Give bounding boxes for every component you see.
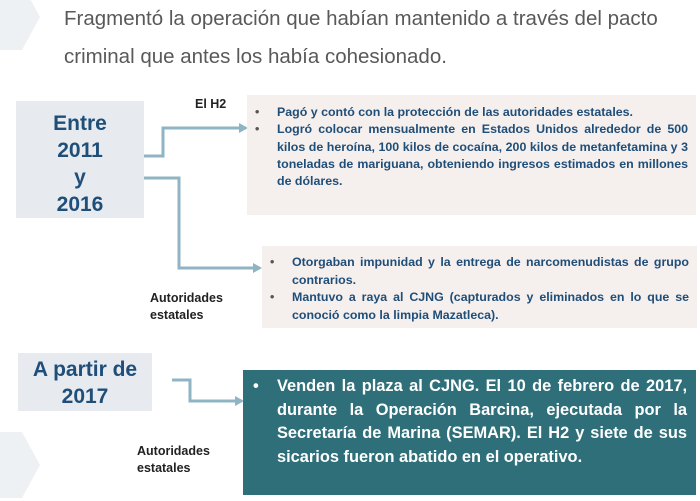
autoridades-actions-box xyxy=(262,246,697,328)
connector-to-h2-box xyxy=(144,128,246,156)
label-h2: El H2 xyxy=(195,97,227,111)
h2-actions-box xyxy=(247,95,696,215)
period-2011-2016: Entre 2011 y 2016 xyxy=(16,101,144,218)
arrowhead-autoridades xyxy=(253,263,262,273)
final-event-box xyxy=(243,370,696,495)
connector-to-final-box xyxy=(172,380,242,401)
h2-bullet-protection: • Pagó y contó con la protección de las autoridades estatales. xyxy=(277,104,688,121)
connector-to-autoridades-box xyxy=(144,178,260,268)
label-autoridades-1: Autoridades estatales xyxy=(150,291,223,322)
final-bullet-barcina: • Venden la plaza al CJNG. El 10 de febrero de 2017, durante la Operación Barcina, ejecutada por la Secretaría de Marina (SEMAR). El H2 y siete de sus sicarios fueron abatido en el operativo. xyxy=(277,375,687,469)
label-autoridades-2: Autoridades estatales xyxy=(137,444,210,475)
slide-subtitle: Fragmentó la operación que habían mantenido a través del pacto criminal que antes los había cohesionado. xyxy=(64,7,658,68)
h2-bullet-drugs: • Logró colocar mensualmente en Estados Unidos alrededor de 500 kilos de heroína, 100 kilos de cocaína, 200 kilos de metanfetamina y 3 toneladas de mariguana, obteniendo ingresos estimados en millones de dólares. xyxy=(277,121,688,190)
autoridades-bullet-cjng: • Mantuvo a raya al CJNG (capturados y eliminados en lo que se conoció como la limpia Mazatleca). xyxy=(292,289,689,324)
autoridades-bullet-impunity: • Otorgaban impunidad y la entrega de narcomenudistas de grupo contrarios. xyxy=(292,254,689,289)
period-2017: A partir de 2017 xyxy=(18,353,152,411)
